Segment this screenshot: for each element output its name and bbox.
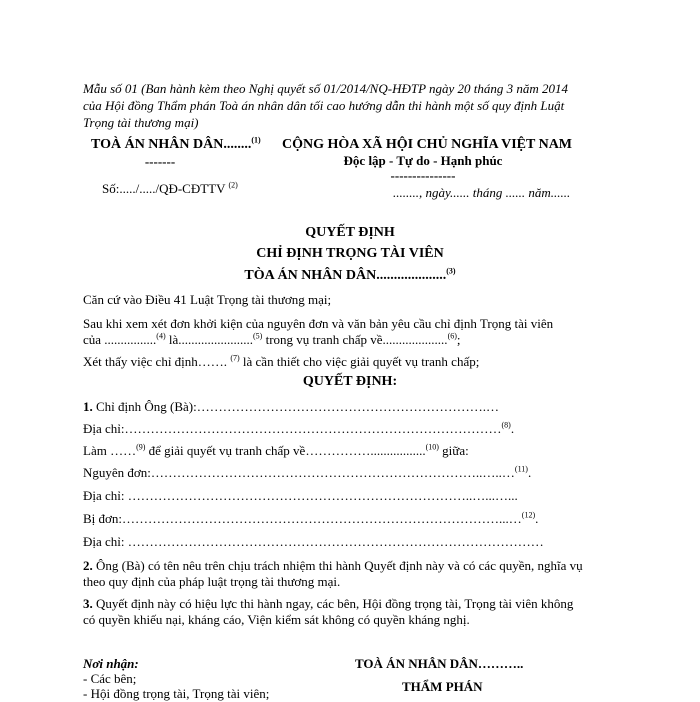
recipients-label: Nơi nhận: [83,656,139,671]
plaintiff-end: . [527,465,532,480]
footnote-12: (12) [521,510,536,520]
recipient-parties: - Các bên; [83,671,137,686]
nation-title: CỘNG HÒA XÃ HỘI CHỦ NGHĨA VIỆT NAM [282,137,573,152]
footnote-4: (4) [156,331,166,341]
decision-number [102,181,238,197]
decision-number-text: Số:...../...../QĐ-CĐTTV [102,181,226,196]
plaintiff-line [83,465,531,481]
preamble-review-part-d: ; [456,332,461,347]
arbitrator-role [83,443,469,459]
arbitrator-role-part-c: giữa: [438,443,469,458]
title-appoint-arbitrator: CHỈ ĐỊNH TRỌNG TÀI VIÊN [256,246,444,261]
arbitrator-address-end: . [510,421,515,436]
decision-heading: QUYẾT ĐỊNH: [302,374,398,389]
item-3-number: 3. [83,596,93,611]
form-note-line-2: của Hội đồng Thẩm phán Toà án nhân dân tối cao hướng dẫn thi hành một số quy định Luật [83,98,565,113]
footnote-5: (5) [253,331,263,341]
preamble-review-line-2 [83,332,461,348]
title-decision: QUYẾT ĐỊNH [305,225,395,240]
defendant-line [83,511,538,527]
item-2-line-2: theo quy định của pháp luật trọng tài thương mại. [83,574,341,589]
title-court-text: TÒA ÁN NHÂN DÂN.................... [244,268,447,283]
preamble-consider-part-a: Xét thấy việc chỉ định……. [83,354,231,369]
footnote-8: (8) [501,420,511,430]
footnote-11: (11) [514,464,528,474]
item-1-appoint [83,399,499,415]
preamble-review-part-a: của ................ [83,332,157,347]
footnote-7: (7) [230,353,240,363]
item-2-number: 2. [83,558,93,573]
item-3-line-1 [83,596,573,612]
court-name-footnote: (1) [251,135,261,145]
plaintiff-text: Nguyên đơn:…………………………………………………………………..…..… [83,465,515,480]
item-1-text: Chỉ định Ông (Bà):………………………………………………………….… [92,399,499,414]
motto-divider: --------------- [390,168,456,183]
form-note-line-1: Mẫu số 01 (Ban hành kèm theo Nghị quyết số 01/2014/NQ-HĐTP ngày 20 tháng 3 năm 2014 [83,81,569,96]
court-name [91,137,261,153]
defendant-text: Bị đơn:……………………………………………………………………………...… [83,511,522,526]
decision-number-footnote: (2) [228,180,238,190]
item-1-number: 1. [83,399,93,414]
title-court-footnote: (3) [446,266,456,276]
item-3-text: Quyết định này có hiệu lực thi hành ngay, các bên, Hội đồng trọng tài, Trọng tài viên không [92,596,574,611]
arbitrator-address [83,421,514,437]
preamble-review-line-1: Sau khi xem xét đơn khởi kiện của nguyên đơn và văn bản yêu cầu chỉ định Trọng tài viên [83,316,554,331]
defendant-end: . [535,511,539,526]
item-2-text: Ông (Bà) có tên nêu trên chịu trách nhiệm thi hành Quyết định này và có các quyền, nghĩa vụ [92,558,583,573]
title-court [0,268,700,284]
motto: Độc lập - Tự do - Hạnh phúc [343,153,503,168]
defendant-address: Địa chỉ: …………………………………………………………………………………… [83,534,544,549]
preamble-review-part-c: trong vụ tranh chấp về.................... [262,332,448,347]
arbitrator-role-part-b: để giải quyết vụ tranh chấp về……………................. [145,443,426,458]
arbitrator-address-text: Địa chỉ:…………………………………………………………………………… [83,421,502,436]
footnote-10: (10) [425,442,439,452]
preamble-review-part-b: là....................... [165,332,254,347]
court-divider: ------- [144,154,176,169]
footnote-9: (9) [136,442,146,452]
preamble-basis: Căn cứ vào Điều 41 Luật Trọng tài thương mại; [83,292,332,307]
date-line: ........, ngày...... tháng ...... năm...... [393,185,571,200]
recipient-tribunal: - Hội đồng trọng tài, Trọng tài viên; [83,686,270,701]
footnote-6: (6) [447,331,457,341]
plaintiff-address: Địa chỉ: ……………………………………………………………………..…...…... [83,488,518,503]
item-3-line-2: có quyền khiếu nại, kháng cáo, Viện kiểm sát không có quyền kháng nghị. [83,612,470,627]
signature-judge: THẨM PHÁN [402,679,483,694]
form-note-line-3: Trọng tài thương mại) [83,115,199,130]
preamble-consider-part-b: là cần thiết cho việc giải quyết vụ tranh chấp; [239,354,480,369]
item-2-line-1 [83,558,583,574]
preamble-consider [83,354,479,370]
arbitrator-role-part-a: Làm …… [83,443,137,458]
court-name-text: TOÀ ÁN NHÂN DÂN........ [91,137,252,152]
signature-court: TOÀ ÁN NHÂN DÂN……….. [355,656,524,671]
